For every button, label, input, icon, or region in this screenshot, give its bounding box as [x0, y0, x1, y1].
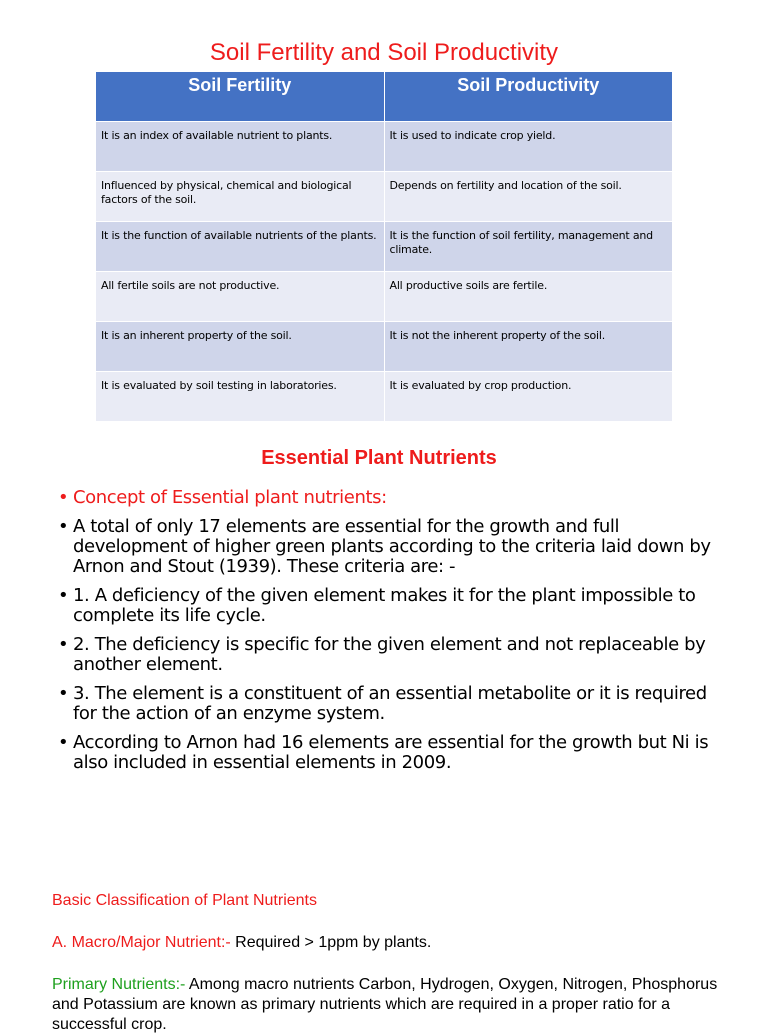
- table-cell: It is used to indicate crop yield.: [384, 121, 672, 171]
- bullet-text: 1. A deficiency of the given element makes it for the plant impossible to complete its life cycle.: [73, 585, 696, 626]
- table-row: [96, 271, 672, 321]
- primary-nutrients-text: Among macro nutrients Carbon, Hydrogen, Oxygen, Nitrogen, Phosphorus and Potassium are known as primary nutrients which are required in a proper ratio for a successful crop.: [52, 976, 718, 1033]
- macro-nutrient-label: A. Macro/Major Nutrient:-: [52, 934, 231, 951]
- bullet-text: 3. The element is a constituent of an essential metabolite or it is required for the action of an enzyme system.: [73, 683, 707, 724]
- header-soil-productivity: Soil Productivity: [384, 72, 672, 121]
- table-cell: It is not the inherent property of the soil.: [384, 321, 672, 371]
- bullet-text: 2. The deficiency is specific for the given element and not replaceable by another element.: [73, 634, 706, 675]
- list-item: [58, 635, 718, 675]
- section-heading-nutrients: Essential Plant Nutrients: [261, 447, 497, 469]
- table-row: [96, 371, 672, 421]
- bullet-icon: •: [58, 732, 69, 753]
- bullet-icon: •: [58, 634, 69, 655]
- table-row: [96, 321, 672, 371]
- primary-nutrients-paragraph: [52, 975, 732, 1035]
- table-cell: It is evaluated by soil testing in laboratories.: [96, 371, 384, 421]
- macro-nutrient-text: Required > 1ppm by plants.: [230, 934, 432, 951]
- table-cell: It is the function of available nutrients of the plants.: [96, 221, 384, 271]
- header-soil-fertility: Soil Fertility: [96, 72, 384, 121]
- list-item: [58, 684, 718, 724]
- nutrient-bullet-list: [58, 488, 718, 782]
- list-item: [58, 733, 718, 773]
- classification-heading: Basic Classification of Plant Nutrients: [52, 892, 317, 909]
- list-item: [58, 488, 718, 508]
- bullet-icon: •: [58, 585, 69, 606]
- table-cell: All productive soils are fertile.: [384, 271, 672, 321]
- comparison-table: [96, 72, 672, 421]
- page-title: Soil Fertility and Soil Productivity: [209, 39, 559, 66]
- table-cell: Influenced by physical, chemical and biological factors of the soil.: [96, 171, 384, 221]
- table-header-row: [96, 72, 672, 121]
- table-cell: It is an index of available nutrient to plants.: [96, 121, 384, 171]
- bullet-text: Concept of Essential plant nutrients:: [73, 487, 387, 508]
- macro-nutrient-line: [52, 934, 431, 952]
- table-cell: It is evaluated by crop production.: [384, 371, 672, 421]
- table-cell: It is an inherent property of the soil.: [96, 321, 384, 371]
- table-cell: It is the function of soil fertility, management and climate.: [384, 221, 672, 271]
- bullet-icon: •: [58, 683, 69, 704]
- table-row: [96, 171, 672, 221]
- bullet-text: According to Arnon had 16 elements are essential for the growth but Ni is also included in essential elements in 2009.: [73, 732, 709, 773]
- primary-nutrients-label: Primary Nutrients:-: [52, 976, 186, 993]
- table-cell: Depends on fertility and location of the soil.: [384, 171, 672, 221]
- bullet-icon: •: [58, 516, 69, 537]
- table-row: [96, 121, 672, 171]
- table-row: [96, 221, 672, 271]
- list-item: [58, 517, 718, 577]
- table-cell: All fertile soils are not productive.: [96, 271, 384, 321]
- bullet-text: A total of only 17 elements are essential for the growth and full development of higher green plants according to the criteria laid down by Arnon and Stout (1939). These criteria are: -: [73, 516, 711, 577]
- bullet-icon: •: [58, 487, 69, 508]
- list-item: [58, 586, 718, 626]
